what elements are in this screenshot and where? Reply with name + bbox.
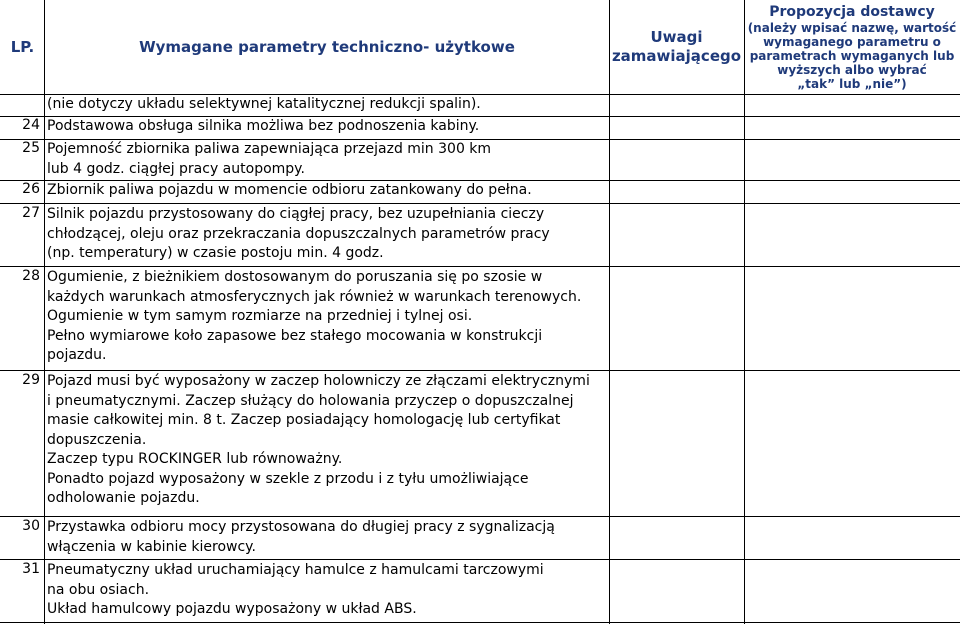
row-divider (0, 622, 960, 623)
row-divider (0, 116, 960, 117)
table-row (47, 95, 607, 115)
header-proposal-line4: wyższych albo wybrać (777, 63, 927, 77)
row-text-line: Ogumienie, z bieżnikiem dostosowanym do poruszania się po szosie w (47, 269, 543, 285)
row-text-line: każdych warunkach atmosferycznych jak również w warunkach terenowych. (47, 288, 582, 305)
row-text-line: dopuszczenia. (47, 431, 147, 448)
row-text-line: Podstawowa obsługa silnika możliwa bez podnoszenia kabiny. (47, 118, 480, 134)
row-divider (0, 370, 960, 371)
row-text-line: odholowanie pojazdu. (47, 490, 200, 506)
row-divider (0, 203, 960, 204)
row-number: 31 (22, 561, 40, 577)
row-text-line: Zaczep typu ROCKINGER lub równoważny. (47, 451, 343, 467)
row-number: 24 (22, 117, 40, 133)
row-text-line: Silnik pojazdu przystosowany do ciągłej pracy, bez uzupełniania cieczy (47, 206, 545, 222)
header-proposal-line5: „tak” lub „nie”) (797, 77, 907, 91)
row-number: 28 (22, 268, 40, 284)
row-divider (0, 516, 960, 517)
row-text-line: na obu osiach. (47, 581, 150, 598)
table-row (47, 372, 607, 509)
row-text-line: Pojazd musi być wyposażony w zaczep holowniczy ze złączami elektrycznymi (47, 373, 590, 389)
column-divider-lp (44, 0, 45, 624)
header-proposal-line3: parametrach wymaganych lub (749, 49, 955, 63)
row-divider (0, 180, 960, 181)
header-proposal-line1: (należy wpisać nazwę, wartość (747, 21, 957, 35)
row-text-line: Przystawka odbioru mocy przystosowana do długiej pracy z sygnalizacją (47, 519, 555, 535)
header-uwagi (609, 0, 744, 95)
table-row (47, 181, 607, 201)
row-text-line: (np. temperatury) w czasie postoju min. 4 godz. (47, 245, 384, 261)
table-row (47, 561, 607, 620)
row-text-line: Układ hamulcowy pojazdu wyposażony w układ ABS. (47, 601, 417, 617)
header-proposal (744, 0, 960, 95)
header-lp-label: LP. (10, 38, 35, 56)
row-divider (0, 559, 960, 560)
row-number: 27 (22, 205, 40, 221)
header-uwagi-line2: zamawiającego (611, 47, 742, 65)
column-divider-uwagi (744, 0, 745, 624)
row-text-line: włączenia w kabinie kierowcy. (47, 538, 256, 555)
row-text-line: Zbiornik paliwa pojazdu w momencie odbioru zatankowany do pełna. (47, 182, 532, 198)
table-row (47, 518, 607, 557)
row-number: 29 (22, 372, 40, 388)
row-number: 26 (22, 181, 40, 197)
table-row (47, 205, 607, 264)
header-lp (0, 0, 45, 95)
header-proposal-line2: wymaganego parametru o (763, 35, 941, 49)
row-divider (0, 139, 960, 140)
row-text-line: Ponadto pojazd wyposażony w szekle z przodu i z tyłu umożliwiające (47, 470, 529, 487)
table-row (47, 140, 607, 179)
row-text-line: masie całkowitej min. 8 t. Zaczep posiadający homologację lub certyfikat (47, 412, 561, 428)
row-text-line: lub 4 godz. ciągłej pracy autopompy. (47, 160, 305, 177)
row-text-line: Pneumatyczny układ uruchamiający hamulce z hamulcami tarczowymi (47, 562, 544, 578)
column-divider-requirements (609, 0, 610, 624)
row-text-line: i pneumatycznymi. Zaczep służący do holowania przyczep o dopuszczalnej (47, 392, 574, 409)
header-uwagi-line1: Uwagi (650, 28, 703, 46)
row-text-line: Ogumienie w tym samym rozmiarze na przedniej i tylnej osi. (47, 308, 473, 324)
row-number: 30 (22, 518, 40, 534)
row-text-line: Pojemność zbiornika paliwa zapewniająca przejazd min 300 km (47, 141, 492, 157)
row-text-line: pojazdu. (47, 347, 107, 363)
row-number: 25 (22, 140, 40, 156)
header-requirements-label: Wymagane parametry techniczno- użytkowe (139, 38, 515, 56)
header-proposal-title: Propozycja dostawcy (769, 4, 935, 20)
table-row (47, 117, 607, 137)
row-text-line: Pełno wymiarowe koło zapasowe bez stałego mocowania w konstrukcji (47, 327, 543, 344)
row-text-line: chłodzącej, oleju oraz przekraczania dopuszczalnych parametrów pracy (47, 225, 550, 242)
row-divider (0, 266, 960, 267)
header-requirements (45, 0, 609, 95)
table-row (47, 268, 607, 366)
row-text-line: (nie dotyczy układu selektywnej katalitycznej redukcji spalin). (47, 96, 481, 112)
